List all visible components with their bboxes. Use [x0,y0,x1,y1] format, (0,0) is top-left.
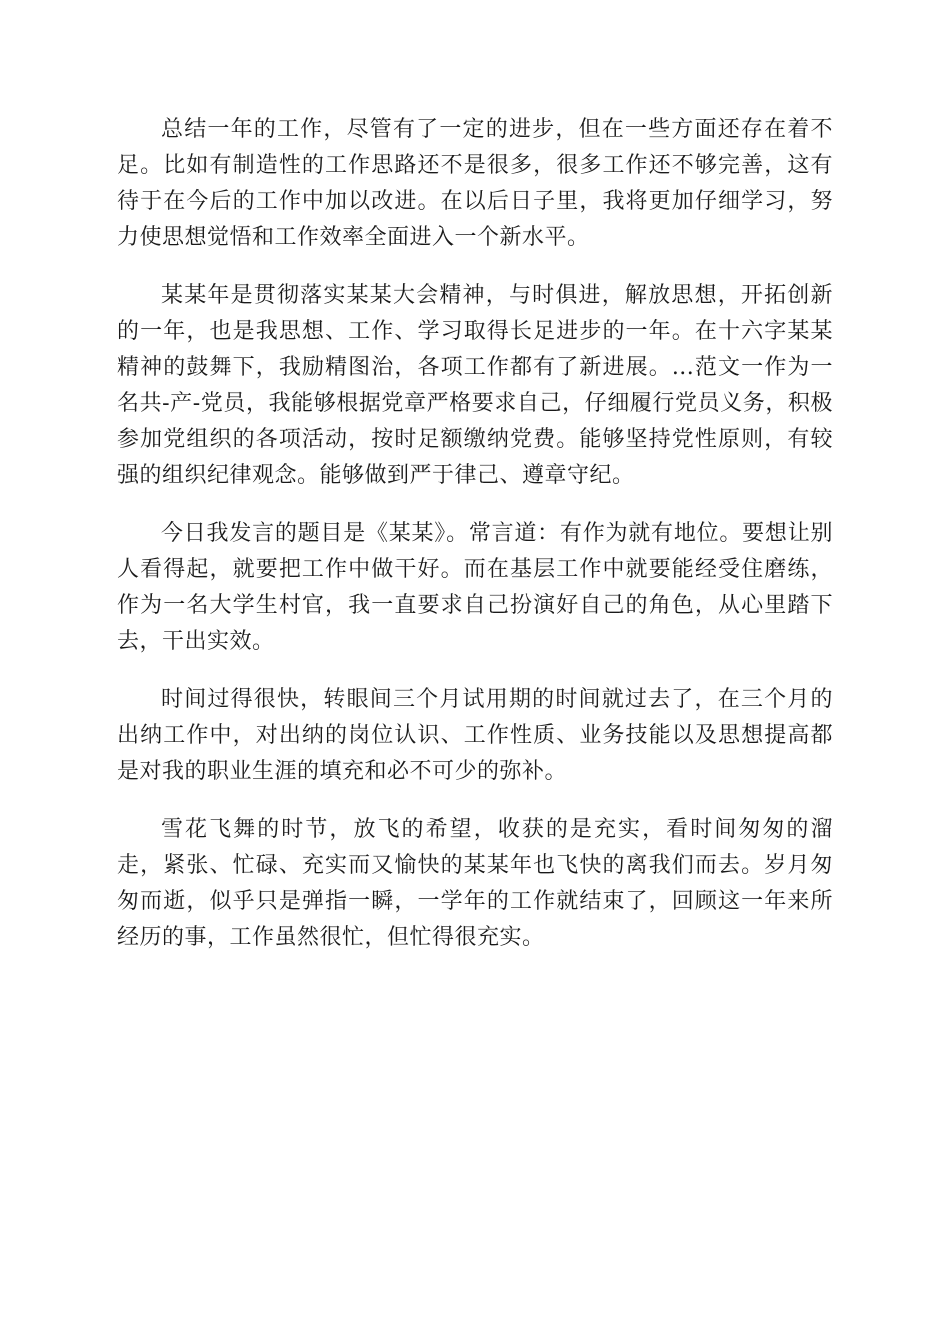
paragraph-2: 某某年是贯彻落实某某大会精神，与时俱进，解放思想，开拓创新的一年，也是我思想、工作、学习取得长足进步的一年。在十六字某某精神的鼓舞下，我励精图治，各项工作都有了新进展。...范文一作为一名共-产-党员，我能够根据党章严格要求自己，仔细履行党员义务，积极参加党组织的各项活动，按时足额缴纳党费。能够坚持党性原则，有较强的组织纪律观念。能够做到严于律己、遵章守纪。 [117,283,833,488]
document-body [117,112,833,978]
paragraph-3: 今日我发言的题目是《某某》。常言道：有作为就有地位。要想让别人看得起，就要把工作中做干好。而在基层工作中就要能经受住磨练，作为一名大学生村官，我一直要求自己扮演好自己的角色，从心里踏下去，干出实效。 [117,521,833,654]
paragraph-5: 雪花飞舞的时节，放飞的希望，收获的是充实，看时间匆匆的溜走，紧张、忙碌、充实而又愉快的某某年也飞快的离我们而去。岁月匆匆而逝，似乎只是弹指一瞬，一学年的工作就结束了，回顾这一年来所经历的事，工作虽然很忙，但忙得很充实。 [117,817,833,950]
paragraph-1: 总结一年的工作，尽管有了一定的进步，但在一些方面还存在着不足。比如有制造性的工作思路还不是很多，很多工作还不够完善，这有待于在今后的工作中加以改进。在以后日子里，我将更加仔细学习，努力使思想觉悟和工作效率全面进入一个新水平。 [117,117,833,250]
paragraph-4: 时间过得很快，转眼间三个月试用期的时间就过去了，在三个月的出纳工作中，对出纳的岗位认识、工作性质、业务技能以及思想提高都是对我的职业生涯的填充和必不可少的弥补。 [117,687,833,784]
